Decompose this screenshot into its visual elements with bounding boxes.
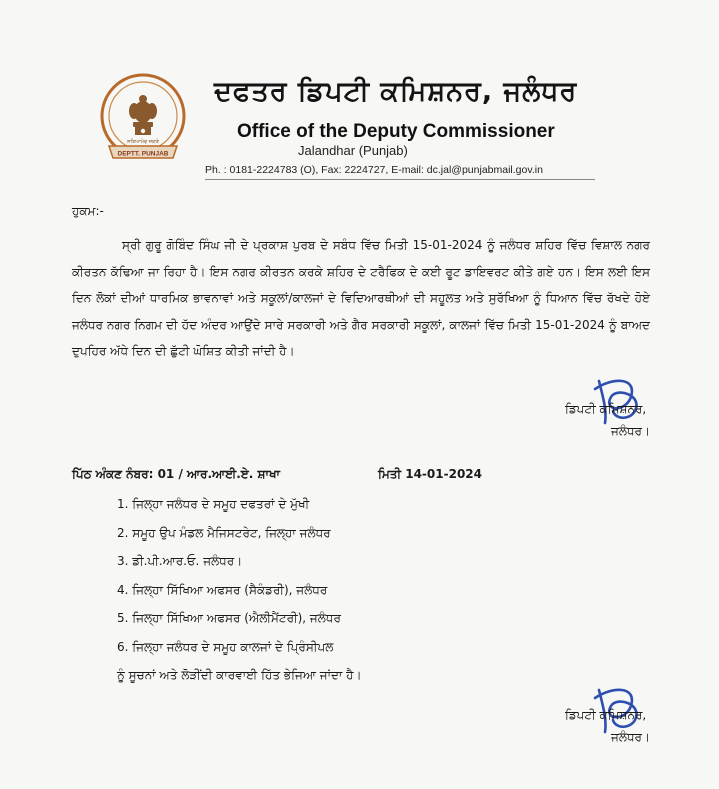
distribution-item: 6. ਜਿਲ੍ਹਾ ਜਲੰਧਰ ਦੇ ਸਮੂਹ ਕਾਲਜਾਂ ਦੇ ਪ੍ਰਿੰਸੀਪਲ [117, 639, 334, 654]
memo-date: ਮਿਤੀ 14-01-2024 [378, 467, 482, 481]
signature-block-1 [565, 398, 650, 442]
distribution-item: 5. ਜਿਲ੍ਹਾ ਸਿੱਖਿਆ ਅਫਸਰ (ਐਲੀਮੈਂਟਰੀ), ਜਲੰਧਰ [117, 611, 341, 626]
signature-1-place: ਜਲੰਧਰ। [611, 424, 651, 438]
office-location: Jalandhar (Punjab) [298, 143, 408, 158]
seal-ribbon-text: DEPTT. PUNJAB [117, 150, 169, 158]
header-divider [205, 179, 595, 180]
distribution-item: 4. ਜਿਲ੍ਹਾ ਸਿੱਖਿਆ ਅਫਸਰ (ਸੈਕੰਡਰੀ), ਜਲੰਧਰ [117, 582, 328, 597]
office-title-english: Office of the Deputy Commissioner [237, 121, 555, 142]
distribution-list [117, 497, 341, 669]
closing-line: ਨੂੰ ਸੂਚਨਾਂ ਅਤੇ ਲੋੜੀਂਦੀ ਕਾਰਵਾਈ ਹਿੱਤ ਭੇਜਿਆ ਜਾਂਦਾ ਹੈ। [117, 668, 362, 682]
signature-2-place: ਜਲੰਧਰ। [611, 730, 651, 744]
memo-reference-number: ਪਿੱਠ ਅੰਕਣ ਨੰਬਰ: 01 / ਆਰ.ਆਈ.ਏ. ਸ਼ਾਖਾ [72, 467, 280, 481]
signature-block-2 [565, 704, 650, 748]
seal-motto-text: ਸਤਿਆਮੇਵ ਜਯਤੇ [127, 139, 159, 145]
distribution-item: 3. ਡੀ.ਪੀ.ਆਰ.ਓ. ਜਲੰਧਰ। [117, 554, 243, 569]
signature-1-title: ਡਿਪਟੀ ਕਮਿਸ਼ਨਰ, [565, 402, 647, 416]
distribution-item: 2. ਸਮੂਹ ਉਪ ਮੰਡਲ ਮੈਜਿਸਟਰੇਟ, ਜਿਲ੍ਹਾ ਜਲੰਧਰ [117, 525, 331, 540]
office-contact-line: Ph. : 0181-2224783 (O), Fax: 2224727, E-mail: dc.jal@punjabmail.gov.in [205, 164, 543, 176]
distribution-item: 1. ਜਿਲ੍ਹਾ ਜਲੰਧਰ ਦੇ ਸਮੂਹ ਦਫਤਰਾਂ ਦੇ ਮੁੱਖੀ [117, 497, 310, 511]
punjab-government-seal-logo [93, 72, 193, 166]
office-title-punjabi: ਦਫਤਰ ਡਿਪਟੀ ਕਮਿਸ਼ਨਰ, ਜਲੰਧਰ [214, 76, 578, 107]
order-label: ਹੁਕਮ:- [72, 204, 104, 218]
order-body-text: ਸ੍ਰੀ ਗੁਰੂ ਗੋਬਿੰਦ ਸਿੰਘ ਜੀ ਦੇ ਪ੍ਰਕਾਸ਼ ਪੁਰਬ ਦੇ ਸਬੰਧ ਵਿੱਚ ਮਿਤੀ 15-01-2024 ਨੂੰ ਜਲੰਧਰ ਸ਼ਹਿਰ ਵਿੱਚ ਵਿਸ਼ਾਲ ਨਗਰ ਕੀਰਤਨ ਕੱਢਿਆ ਜਾ ਰਿਹਾ ਹੈ। ਇਸ ਨਗਰ ਕੀਰਤਨ ਕਰਕੇ ਸ਼ਹਿਰ ਦੇ ਟਰੈਫਿਕ ਦੇ ਕਈ ਰੂਟ ਡਾਇਵਰਟ ਕੀਤੇ ਗਏ ਹਨ। ਇਸ ਲਈ ਇਸ ਦਿਨ ਲੋਕਾਂ ਦੀਆਂ ਧਾਰਮਿਕ ਭਾਵਨਾਵਾਂ ਅਤੇ ਸਕੂਲਾਂ/ਕਾਲਜਾਂ ਦੇ ਵਿਦਿਆਰਥੀਆਂ ਦੀ ਸਹੂਲਤ ਅਤੇ ਸੁਰੱਖਿਆ ਨੂੰ ਧਿਆਨ ਵਿੱਚ ਰੱਖਦੇ ਹੋਏ ਜਲੰਧਰ ਨਗਰ ਨਿਗਮ ਦੀ ਹੱਦ ਅੰਦਰ ਆਉਂਦੇ ਸਾਰੇ ਸਰਕਾਰੀ ਅਤੇ ਗੈਰ ਸਰਕਾਰੀ ਸਕੂਲਾਂ, ਕਾਲਜਾਂ ਵਿੱਚ ਮਿਤੀ 15-01-2024 ਨੂੰ ਬਾਅਦ ਦੁਪਹਿਰ ਅੱਧੇ ਦਿਨ ਦੀ ਛੁੱਟੀ ਘੋਸ਼ਿਤ ਕੀਤੀ ਜਾਂਦੀ ਹੈ। [72, 238, 650, 358]
signature-2-title: ਡਿਪਟੀ ਕਮਿਸ਼ਨਰ, [565, 708, 647, 722]
